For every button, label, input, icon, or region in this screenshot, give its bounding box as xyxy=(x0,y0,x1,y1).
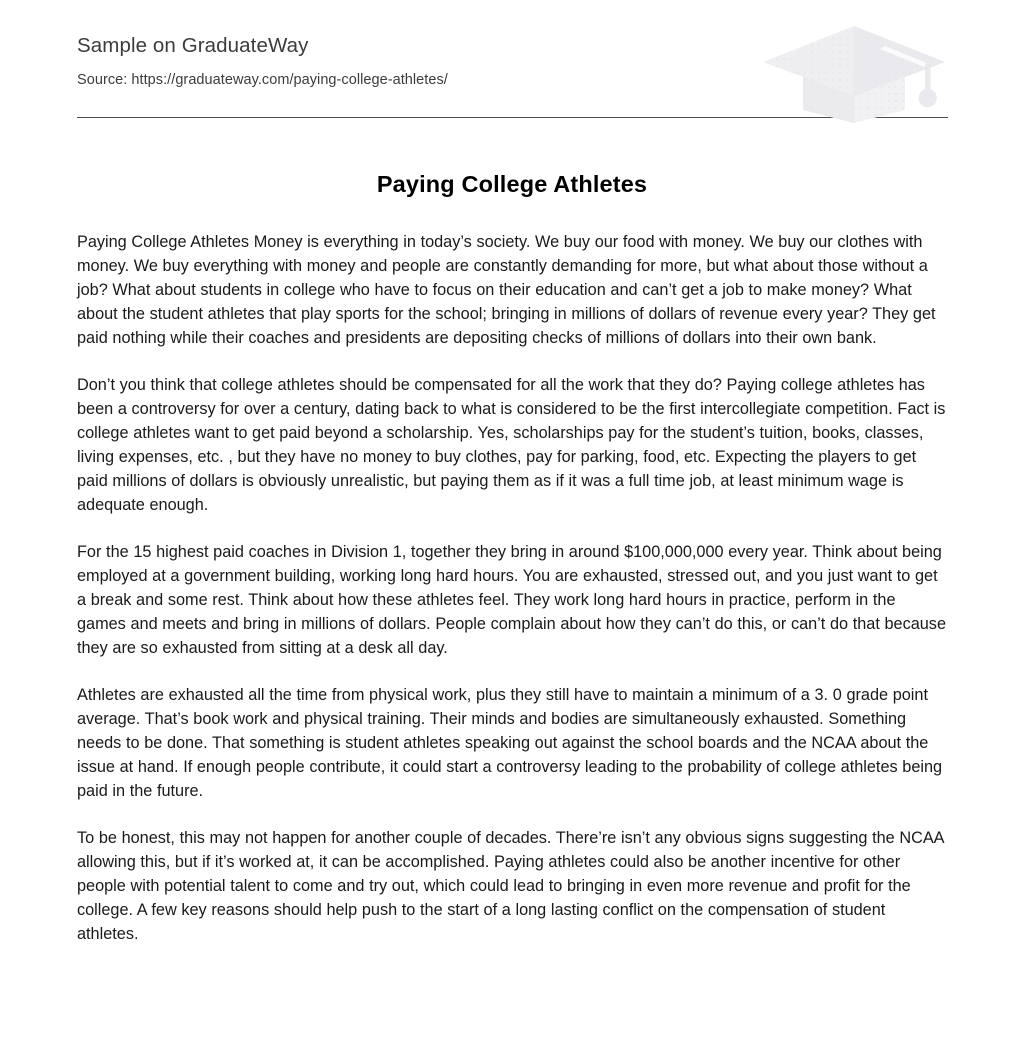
document-header xyxy=(77,0,947,117)
source-url-line: Source: https://graduateway.com/paying-college-athletes/ xyxy=(77,71,448,88)
graduation-cap-icon xyxy=(761,22,947,126)
body-paragraph: To be honest, this may not happen for another couple of decades. There’re isn’t any obvious signs suggesting the NCAA allowing this, but if it’s worked at, it can be accomplished. Paying athletes could also be another incentive for other people with potential talent to come and try out, which could lead to bringing in even more revenue and profit for the college. A few key reasons should help push to the start of a long lasting conflict on the compensation of student athletes. xyxy=(77,829,944,944)
site-name: Sample on GraduateWay xyxy=(77,34,309,57)
body-paragraph: Paying College Athletes Money is everything in today’s society. We buy our food with money. We buy our clothes with money. We buy everything with money and people are constantly demanding for more, but what about those without a job? What about students in college who have to focus on their education and can’t get a job to make money? What about the student athletes that play sports for the school; bringing in millions of dollars of revenue every year? They get paid nothing while their coaches and presidents are depositing checks of millions of dollars into their own bank. xyxy=(77,233,936,348)
page-title: Paying College Athletes xyxy=(376,171,648,197)
document-body xyxy=(77,198,948,946)
body-paragraph: Don’t you think that college athletes should be compensated for all the work that they do? Paying college athletes has been a controversy for over a century, dating back to what is considered to be the first intercollegiate competition. Fact is college athletes want to get paid beyond a scholarship. Yes, scholarships pay for the student’s tuition, books, classes, living expenses, etc. , but they have no money to buy clothes, pay for parking, food, etc. Expecting the players to get paid millions of dollars is obviously unrealistic, but paying them as if it was a full time job, at least minimum wage is adequate enough. xyxy=(77,376,946,515)
body-paragraph: Athletes are exhausted all the time from physical work, plus they still have to maintain a minimum of a 3. 0 grade point average. That’s book work and physical training. Their minds and bodies are simultaneously exhausted. Something needs to be done. That something is student athletes speaking out against the school boards and the NCAA about the issue at hand. If enough people contribute, it could start a controversy leading to the probability of college athletes being paid in the future. xyxy=(77,686,943,801)
body-paragraph: For the 15 highest paid coaches in Division 1, together they bring in around $100,000,000 every year. Think about being employed at a government building, working long hard hours. You are exhausted, stressed out, and you just want to get a break and some rest. Think about how these athletes feel. They work long hard hours in practice, perform in the games and meets and bring in millions of dollars. People complain about how they can’t do this, or can’t do that because they are so exhausted from sitting at a desk all day. xyxy=(77,543,946,658)
